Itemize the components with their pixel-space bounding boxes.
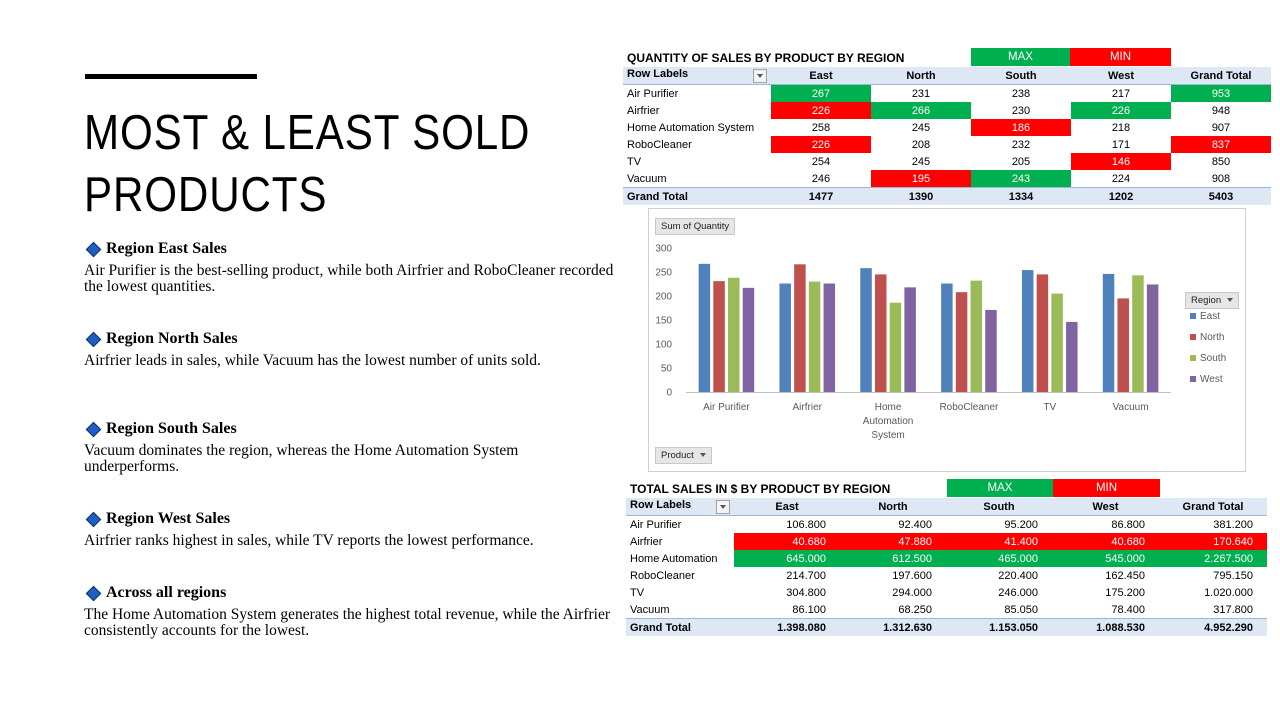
diamond-bullet-icon	[86, 241, 102, 257]
column-header: South	[946, 498, 1052, 516]
bar-west	[743, 288, 755, 392]
legend-swatch	[1190, 355, 1196, 361]
axis-field-button[interactable]: Product	[655, 447, 712, 464]
filter-dropdown-icon[interactable]	[753, 69, 767, 83]
table-cell: 1202	[1071, 188, 1171, 206]
table-cell: 1.020.000	[1204, 586, 1253, 599]
min-legend-box: MIN	[1053, 479, 1160, 497]
row-label: Air Purifier	[630, 518, 682, 531]
table-cell: 175.200	[1105, 586, 1145, 599]
note-south	[84, 421, 614, 475]
table-cell: 197.600	[892, 569, 932, 582]
table-cell: 40.680	[1052, 533, 1159, 550]
x-tick-label: Vacuum	[1112, 402, 1149, 413]
note-body: Airfrier leads in sales, while Vacuum has the lowest number of units sold.	[84, 352, 541, 369]
row-label: Airfrier	[627, 104, 660, 117]
table-cell: 645.000	[734, 550, 840, 567]
row-labels-header: Row Labels	[626, 498, 734, 516]
table-cell: 795.150	[1213, 569, 1253, 582]
bar-west	[824, 284, 836, 392]
note-all-regions	[84, 585, 614, 639]
x-tick-label: Air Purifier	[703, 402, 750, 413]
column-header: West	[1071, 67, 1171, 85]
row-label: Home Automation	[630, 552, 718, 565]
slide-title: MOST & LEAST SOLD PRODUCTS	[84, 106, 531, 222]
note-east	[84, 241, 614, 295]
y-tick-label: 0	[666, 387, 672, 399]
note-west	[84, 511, 614, 549]
legend-entry: North	[1200, 332, 1225, 343]
quantity-chart	[648, 208, 1246, 472]
x-tick-label: RoboCleaner	[939, 402, 999, 413]
diamond-bullet-icon	[86, 511, 102, 527]
table-row	[626, 601, 1267, 619]
bar-south	[890, 303, 902, 392]
bar-north	[956, 292, 968, 392]
table-cell: 220.400	[998, 569, 1038, 582]
column-header: North	[840, 498, 946, 516]
diamond-bullet-icon	[86, 331, 102, 347]
table-cell: 68.250	[898, 603, 932, 616]
table-cell: 850	[1211, 155, 1231, 168]
x-tick-label: TV	[1043, 402, 1057, 413]
legend-swatch	[1190, 313, 1196, 319]
bar-east	[941, 284, 953, 392]
table-cell: 5403	[1171, 188, 1271, 206]
table-cell: 41.400	[946, 533, 1052, 550]
table-cell: 465.000	[946, 550, 1052, 567]
table-cell: 195	[871, 170, 971, 188]
legend-entry: East	[1200, 311, 1221, 322]
row-label: RoboCleaner	[630, 569, 695, 582]
column-header: North	[871, 67, 971, 85]
table-cell: 205	[1011, 155, 1031, 168]
note-heading: Across all regions	[106, 584, 227, 601]
table-cell: 948	[1211, 104, 1231, 117]
table-row	[626, 550, 1267, 567]
row-label: Airfrier	[630, 535, 663, 548]
table-cell: 232	[1011, 138, 1031, 151]
table-cell: 86.800	[1111, 518, 1145, 531]
max-legend-box: MAX	[971, 48, 1070, 66]
column-header: East	[734, 498, 840, 516]
table-cell: 243	[971, 170, 1071, 188]
table-cell: 95.200	[1004, 518, 1038, 531]
table-cell: 907	[1211, 121, 1231, 134]
table-row	[623, 153, 1271, 170]
quantity-pivot-table	[623, 67, 1271, 205]
note-body: Vacuum dominates the region, whereas the Home Automation System underperforms.	[84, 442, 519, 475]
table-cell: 2.267.500	[1159, 550, 1267, 567]
table-cell: 226	[771, 136, 871, 153]
table-row	[623, 102, 1271, 119]
table-cell: 294.000	[892, 586, 932, 599]
bar-west	[1066, 322, 1078, 392]
table-row	[626, 516, 1267, 534]
min-legend-box: MIN	[1070, 48, 1171, 66]
column-header: East	[771, 67, 871, 85]
row-label: TV	[630, 586, 645, 599]
table-cell: 545.000	[1052, 550, 1159, 567]
table-cell: 4.952.290	[1159, 619, 1267, 637]
row-label: TV	[627, 155, 642, 168]
row-labels-header: Row Labels	[623, 67, 771, 85]
diamond-bullet-icon	[86, 421, 102, 437]
table-row	[623, 170, 1271, 188]
bar-east	[699, 264, 711, 392]
row-label: Grand Total	[626, 619, 734, 637]
table-cell: 837	[1171, 136, 1271, 153]
table-cell: 106.800	[786, 518, 826, 531]
table-cell: 1.398.080	[734, 619, 840, 637]
legend-entry: West	[1200, 374, 1223, 385]
table-row	[623, 85, 1271, 103]
table-cell: 254	[811, 155, 831, 168]
table-cell: 214.700	[786, 569, 826, 582]
row-label: Grand Total	[623, 188, 771, 206]
x-tick-label: Airfrier	[792, 402, 822, 413]
bar-east	[779, 284, 791, 392]
table-cell: 246.000	[998, 586, 1038, 599]
table-cell: 78.400	[1111, 603, 1145, 616]
table-cell: 226	[1071, 102, 1171, 119]
x-tick-label: Home Automation System	[862, 402, 914, 441]
note-body: Air Purifier is the best-selling product, while both Airfrier and RoboCleaner recorded the lowest quantities.	[84, 262, 614, 295]
legend-swatch	[1190, 334, 1196, 340]
bar-east	[1103, 274, 1115, 392]
value-field-button[interactable]: Sum of Quantity	[655, 218, 735, 235]
table-cell: 1.088.530	[1052, 619, 1159, 637]
bar-chart-svg	[649, 209, 1245, 471]
column-header: West	[1052, 498, 1159, 516]
row-label: RoboCleaner	[627, 138, 692, 151]
table-cell: 267	[771, 85, 871, 103]
y-tick-label: 100	[655, 339, 672, 351]
table-cell: 146	[1071, 153, 1171, 170]
y-tick-label: 50	[660, 363, 672, 375]
table-cell: 226	[771, 102, 871, 119]
y-tick-label: 250	[655, 267, 672, 279]
bar-north	[875, 274, 887, 392]
bar-north	[1117, 298, 1129, 392]
table-cell: 1334	[971, 188, 1071, 206]
table-row	[626, 584, 1267, 601]
table-cell: 92.400	[898, 518, 932, 531]
row-label: Vacuum	[630, 603, 670, 616]
table-cell: 245	[911, 155, 931, 168]
table-cell: 1477	[771, 188, 871, 206]
column-header: Grand Total	[1171, 67, 1271, 85]
table-cell: 231	[911, 87, 931, 100]
note-heading: Region East Sales	[106, 240, 227, 257]
table-cell: 908	[1211, 172, 1231, 185]
note-body: Airfrier ranks highest in sales, while TV reports the lowest performance.	[84, 532, 534, 549]
bar-east	[1022, 270, 1033, 392]
table-cell: 258	[811, 121, 831, 134]
bar-south	[971, 281, 983, 392]
table-cell: 1.312.630	[840, 619, 946, 637]
grand-total-row	[626, 619, 1267, 637]
table-cell: 238	[1011, 87, 1031, 100]
column-header: South	[971, 67, 1071, 85]
table-cell: 170.640	[1159, 533, 1267, 550]
max-legend-box: MAX	[947, 479, 1053, 497]
revenue-table-title: TOTAL SALES IN $ BY PRODUCT BY REGION	[630, 482, 891, 496]
y-tick-label: 300	[655, 243, 672, 255]
legend-field-button[interactable]: Region	[1185, 292, 1239, 309]
y-tick-label: 150	[655, 315, 672, 327]
table-row	[626, 567, 1267, 584]
note-heading: Region West Sales	[106, 510, 231, 527]
bar-south	[809, 282, 821, 392]
y-tick-label: 200	[655, 291, 672, 303]
table-row	[623, 136, 1271, 153]
table-row	[626, 533, 1267, 550]
row-label: Air Purifier	[627, 87, 679, 100]
bar-north	[713, 281, 725, 392]
table-cell: 1390	[871, 188, 971, 206]
table-cell: 208	[911, 138, 931, 151]
table-cell: 317.800	[1213, 603, 1253, 616]
row-label: Vacuum	[627, 172, 667, 185]
bar-west	[904, 287, 916, 392]
bar-west	[1147, 284, 1159, 392]
table-cell: 217	[1111, 87, 1131, 100]
diamond-bullet-icon	[86, 585, 102, 601]
bar-north	[1037, 274, 1049, 392]
table-cell: 47.880	[840, 533, 946, 550]
bar-south	[728, 278, 740, 392]
table-cell: 186	[971, 119, 1071, 136]
bar-east	[860, 268, 872, 392]
title-accent-rule	[85, 74, 257, 79]
bar-south	[1132, 275, 1144, 392]
table-cell: 40.680	[734, 533, 840, 550]
table-cell: 171	[1111, 138, 1131, 151]
filter-dropdown-icon[interactable]	[716, 500, 730, 514]
table-cell: 246	[811, 172, 831, 185]
table-cell: 612.500	[840, 550, 946, 567]
note-heading: Region North Sales	[106, 330, 238, 347]
legend-entry: South	[1200, 353, 1227, 364]
table-cell: 266	[871, 102, 971, 119]
bar-west	[985, 310, 997, 392]
grand-total-row	[623, 188, 1271, 206]
table-cell: 1.153.050	[946, 619, 1052, 637]
row-label: Home Automation System	[627, 121, 755, 134]
table-cell: 953	[1171, 85, 1271, 103]
table-cell: 381.200	[1213, 518, 1253, 531]
table-cell: 85.050	[1004, 603, 1038, 616]
table-cell: 245	[911, 121, 931, 134]
quantity-table-title: QUANTITY OF SALES BY PRODUCT BY REGION	[627, 51, 905, 65]
column-header: Grand Total	[1159, 498, 1267, 516]
note-north	[84, 331, 614, 369]
note-body: The Home Automation System generates the highest total revenue, while the Airfrier consistently accounts for the lowest.	[84, 606, 610, 639]
table-row	[623, 119, 1271, 136]
table-cell: 224	[1111, 172, 1131, 185]
table-cell: 218	[1111, 121, 1131, 134]
table-cell: 230	[1011, 104, 1031, 117]
bar-north	[794, 264, 806, 392]
table-cell: 86.100	[792, 603, 826, 616]
table-cell: 162.450	[1105, 569, 1145, 582]
revenue-pivot-table	[626, 498, 1267, 636]
note-heading: Region South Sales	[106, 420, 237, 437]
bar-south	[1051, 294, 1063, 392]
legend-swatch	[1190, 376, 1196, 382]
table-cell: 304.800	[786, 586, 826, 599]
